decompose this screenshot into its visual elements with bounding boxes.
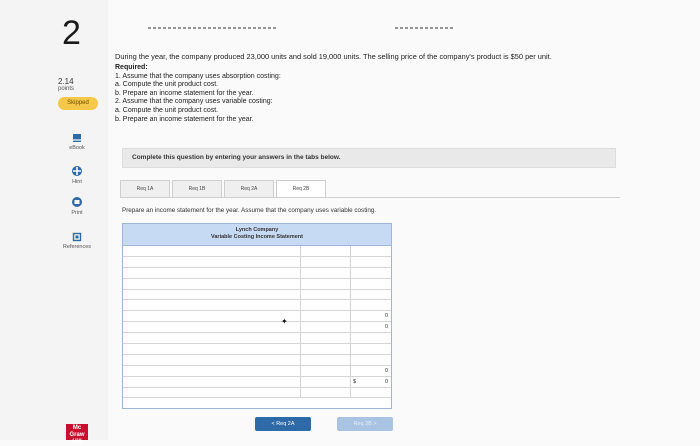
row-total-value[interactable] [351, 355, 391, 365]
row-label-input[interactable] [123, 355, 301, 365]
dollar-sign: $ [353, 378, 357, 385]
statement-row [123, 268, 391, 279]
required-item: 2. Assume that the company uses variable costing: [115, 98, 273, 106]
row-label-input[interactable] [123, 311, 301, 321]
references-tool[interactable] [56, 232, 98, 250]
mcgraw-hill-logo: Mc Graw Hill [66, 424, 88, 440]
row-total-value[interactable] [351, 279, 391, 289]
row-amount-input[interactable] [301, 246, 351, 256]
required-item: b. Prepare an income statement for the year. [115, 115, 254, 123]
question-number: 2 [62, 14, 81, 52]
statement-row [123, 377, 391, 388]
row-amount-input[interactable] [301, 333, 351, 343]
problem-text: During the year, the company produced 23,000 units and sold 19,000 units. The selling price of the company's product is $50 per unit. [115, 52, 552, 61]
row-label-input[interactable] [123, 279, 301, 289]
bottom-navigation [255, 417, 419, 431]
left-rail [0, 0, 108, 440]
row-label-input[interactable] [123, 257, 301, 267]
print-tool[interactable] [56, 196, 98, 216]
tool-label: Print [71, 210, 83, 216]
row-total-value[interactable] [351, 333, 391, 343]
points-value: 2.14 [58, 77, 74, 86]
row-total-value[interactable] [351, 246, 391, 256]
statement-row [123, 388, 391, 399]
statement-header [123, 224, 391, 246]
row-label-input[interactable] [123, 300, 301, 310]
points-label: points [58, 86, 75, 92]
row-total-value[interactable] [351, 344, 391, 354]
row-total-value[interactable] [351, 290, 391, 300]
row-amount-input[interactable] [301, 344, 351, 354]
instruction-bar: Complete this question by entering your answers in the tabs below. [122, 148, 616, 168]
hint-icon [71, 165, 83, 177]
statement-row [123, 344, 391, 355]
tab-req-2b[interactable]: Req 2B [276, 180, 326, 197]
statement-row [123, 290, 391, 301]
row-total-value[interactable] [351, 388, 391, 398]
row-total-value[interactable] [351, 322, 391, 332]
row-total-value[interactable] [351, 311, 391, 321]
row-label-input[interactable] [123, 377, 301, 387]
statement-row [123, 355, 391, 366]
tool-label: eBook [69, 145, 85, 151]
row-label-input[interactable] [123, 388, 301, 398]
obscured-text [395, 27, 455, 29]
row-amount-input[interactable] [301, 268, 351, 278]
row-amount-input[interactable] [301, 300, 351, 310]
required-item: a. Compute the unit product cost. [115, 81, 219, 89]
tab-bar [120, 180, 328, 197]
tool-label: References [62, 244, 92, 250]
statement-row [123, 333, 391, 344]
row-label-input[interactable] [123, 366, 301, 376]
statement-row [123, 300, 391, 311]
company-name: Lynch Company [235, 227, 279, 233]
row-total-value[interactable] [351, 377, 391, 387]
references-icon [72, 232, 82, 242]
required-item: 1. Assume that the company uses absorption costing: [115, 72, 281, 80]
required-item: b. Prepare an income statement for the year. [115, 89, 254, 97]
ebook-tool[interactable] [56, 133, 98, 151]
ebook-icon [72, 133, 82, 143]
row-total-value[interactable] [351, 366, 391, 376]
row-label-input[interactable] [123, 344, 301, 354]
row-amount-input[interactable] [301, 311, 351, 321]
row-amount-input[interactable] [301, 322, 351, 332]
row-amount-input[interactable] [301, 377, 351, 387]
row-label-input[interactable] [123, 333, 301, 343]
statement-row [123, 257, 391, 268]
row-value-text: 0 [384, 378, 388, 385]
obscured-text [148, 27, 278, 29]
row-amount-input[interactable] [301, 366, 351, 376]
row-amount-input[interactable] [301, 290, 351, 300]
row-value-text: 0 [384, 313, 388, 320]
row-amount-input[interactable] [301, 388, 351, 398]
required-block [115, 64, 281, 124]
row-label-input[interactable] [123, 268, 301, 278]
statement-row [123, 279, 391, 290]
required-item: a. Compute the unit product cost. [115, 106, 219, 114]
next-req-button[interactable]: Req 2B > [337, 417, 393, 431]
task-prompt: Prepare an income statement for the year. Assume that the company uses variable costing. [122, 207, 377, 214]
print-icon [71, 196, 83, 208]
income-statement-table [122, 223, 392, 409]
statement-row [123, 246, 391, 257]
statement-title: Variable Costing Income Statement [211, 234, 303, 240]
row-total-value[interactable] [351, 300, 391, 310]
prev-req-button[interactable]: < Req 2A [255, 417, 311, 431]
tab-req-1a[interactable]: Req 1A [120, 180, 170, 197]
statement-row [123, 311, 391, 322]
row-label-input[interactable] [123, 246, 301, 256]
statement-row [123, 366, 391, 377]
row-amount-input[interactable] [301, 355, 351, 365]
statement-row [123, 322, 391, 333]
row-value-text: 0 [384, 367, 388, 374]
row-total-value[interactable] [351, 268, 391, 278]
mouse-cursor: ✦ [281, 317, 288, 326]
required-heading: Required: [115, 64, 148, 71]
row-total-value[interactable] [351, 257, 391, 267]
row-label-input[interactable] [123, 290, 301, 300]
hint-tool[interactable] [56, 165, 98, 185]
row-value-text: 0 [384, 324, 388, 331]
row-amount-input[interactable] [301, 257, 351, 267]
tab-divider [120, 197, 620, 198]
status-badge: Skipped [58, 97, 98, 110]
row-amount-input[interactable] [301, 279, 351, 289]
tool-label: Hint [72, 179, 82, 185]
tab-req-2a[interactable]: Req 2A [224, 180, 274, 197]
tab-req-1b[interactable]: Req 1B [172, 180, 222, 197]
row-label-input[interactable] [123, 322, 301, 332]
